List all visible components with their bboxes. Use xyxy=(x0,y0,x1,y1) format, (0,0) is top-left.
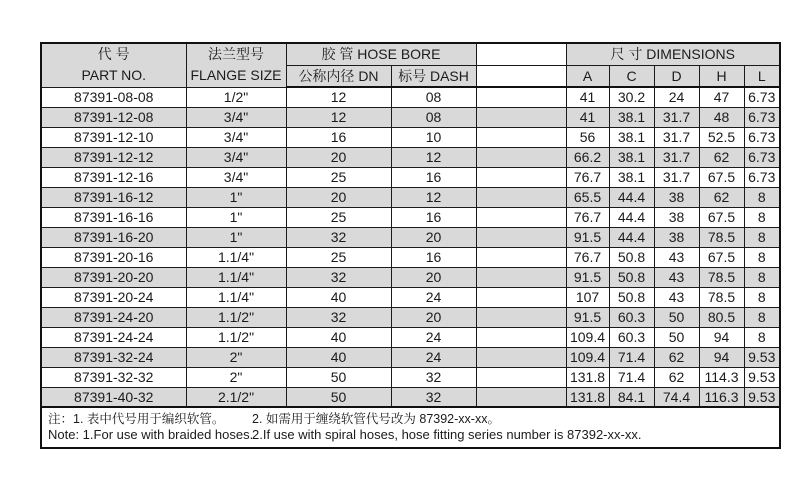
cell-dim-h: 67.5 xyxy=(699,247,744,267)
cell-dim-a: 91.5 xyxy=(566,307,609,327)
part-no-label-cn: 代 号 xyxy=(97,46,130,63)
cell-dim-a: 76.7 xyxy=(566,207,609,227)
table-footer xyxy=(41,407,780,448)
cell-dn: 16 xyxy=(286,127,391,147)
cell-flange-size: 1.1/2" xyxy=(186,327,286,347)
table-body xyxy=(41,87,780,407)
table-row xyxy=(41,367,780,387)
cell-dim-d: 38 xyxy=(654,227,699,247)
note-cn-2: 2. 如需用于缠绕软管代号改为 87392-xx-xx。 xyxy=(252,412,500,426)
cell-blank xyxy=(476,387,566,407)
cell-dn: 40 xyxy=(286,347,391,367)
cell-dim-l: 8 xyxy=(744,187,780,207)
cell-dim-h: 62 xyxy=(699,187,744,207)
table-row xyxy=(41,227,780,247)
cell-dim-d: 62 xyxy=(654,347,699,367)
cell-blank xyxy=(476,247,566,267)
cell-dash: 08 xyxy=(391,87,476,107)
cell-blank xyxy=(476,227,566,247)
cell-part-no: 87391-08-08 xyxy=(41,87,186,107)
cell-dim-l: 8 xyxy=(744,307,780,327)
cell-flange-size: 3/4" xyxy=(186,147,286,167)
cell-flange-size: 2" xyxy=(186,347,286,367)
cell-dim-h: 48 xyxy=(699,107,744,127)
cell-dim-a: 109.4 xyxy=(566,347,609,367)
cell-dim-d: 43 xyxy=(654,267,699,287)
cell-dn: 40 xyxy=(286,287,391,307)
cell-dash: 20 xyxy=(391,307,476,327)
cell-blank xyxy=(476,207,566,227)
cell-dn: 50 xyxy=(286,367,391,387)
cell-dn: 20 xyxy=(286,147,391,167)
cell-flange-size: 3/4" xyxy=(186,107,286,127)
cell-part-no: 87391-20-16 xyxy=(41,247,186,267)
cell-blank xyxy=(476,167,566,187)
cell-dim-a: 107 xyxy=(566,287,609,307)
cell-dim-h: 94 xyxy=(699,327,744,347)
cell-dash: 32 xyxy=(391,387,476,407)
flange-size-label-en: FLANGE SIZE xyxy=(190,67,282,84)
cell-part-no: 87391-20-20 xyxy=(41,267,186,287)
cell-dn: 12 xyxy=(286,87,391,107)
cell-dim-l: 9.53 xyxy=(744,387,780,407)
cell-flange-size: 3/4" xyxy=(186,127,286,147)
cell-dim-c: 71.4 xyxy=(609,347,654,367)
cell-dim-l: 6.73 xyxy=(744,107,780,127)
cell-dim-d: 38 xyxy=(654,207,699,227)
cell-dim-a: 131.8 xyxy=(566,367,609,387)
cell-dim-a: 91.5 xyxy=(566,267,609,287)
note-cn-1: 注：1. 表中代号用于编织软管。 xyxy=(48,412,225,426)
col-header-c: C xyxy=(609,65,654,87)
cell-flange-size: 1.1/4" xyxy=(186,247,286,267)
cell-flange-size: 1.1/4" xyxy=(186,267,286,287)
cell-dim-l: 8 xyxy=(744,207,780,227)
note-line-english xyxy=(48,427,773,443)
cell-part-no: 87391-16-20 xyxy=(41,227,186,247)
cell-dim-a: 76.7 xyxy=(566,247,609,267)
cell-blank xyxy=(476,87,566,107)
cell-dim-a: 91.5 xyxy=(566,227,609,247)
cell-part-no: 87391-12-12 xyxy=(41,147,186,167)
cell-dim-l: 8 xyxy=(744,247,780,267)
cell-part-no: 87391-24-20 xyxy=(41,307,186,327)
cell-blank xyxy=(476,127,566,147)
cell-dim-d: 31.7 xyxy=(654,167,699,187)
cell-blank xyxy=(476,347,566,367)
cell-dim-c: 44.4 xyxy=(609,207,654,227)
hose-fitting-spec-table xyxy=(40,42,781,449)
cell-dn: 25 xyxy=(286,207,391,227)
cell-dim-a: 41 xyxy=(566,107,609,127)
cell-dash: 24 xyxy=(391,327,476,347)
cell-dim-d: 50 xyxy=(654,327,699,347)
cell-dim-c: 50.8 xyxy=(609,247,654,267)
cell-dim-a: 66.2 xyxy=(566,147,609,167)
cell-dn: 32 xyxy=(286,307,391,327)
cell-dash: 16 xyxy=(391,207,476,227)
cell-dash: 20 xyxy=(391,227,476,247)
cell-dim-d: 50 xyxy=(654,307,699,327)
cell-dim-c: 44.4 xyxy=(609,187,654,207)
col-header-l: L xyxy=(744,65,780,87)
cell-flange-size: 1" xyxy=(186,187,286,207)
cell-dash: 10 xyxy=(391,127,476,147)
cell-flange-size: 3/4" xyxy=(186,167,286,187)
cell-dim-h: 116.3 xyxy=(699,387,744,407)
cell-blank xyxy=(476,147,566,167)
table-row xyxy=(41,287,780,307)
cell-dim-l: 6.73 xyxy=(744,147,780,167)
cell-dim-c: 60.3 xyxy=(609,327,654,347)
cell-dim-l: 8 xyxy=(744,287,780,307)
cell-dash: 16 xyxy=(391,247,476,267)
table-row xyxy=(41,267,780,287)
cell-dim-c: 44.4 xyxy=(609,227,654,247)
cell-part-no: 87391-16-12 xyxy=(41,187,186,207)
cell-dash: 12 xyxy=(391,147,476,167)
table-row xyxy=(41,187,780,207)
cell-dash: 24 xyxy=(391,287,476,307)
cell-dim-d: 43 xyxy=(654,287,699,307)
cell-dim-c: 38.1 xyxy=(609,147,654,167)
cell-dash: 20 xyxy=(391,267,476,287)
cell-dash: 12 xyxy=(391,187,476,207)
cell-part-no: 87391-32-24 xyxy=(41,347,186,367)
header-row-1 xyxy=(41,43,780,65)
cell-dim-h: 62 xyxy=(699,147,744,167)
cell-dim-d: 31.7 xyxy=(654,147,699,167)
cell-part-no: 87391-40-32 xyxy=(41,387,186,407)
cell-dim-c: 50.8 xyxy=(609,267,654,287)
cell-dim-c: 84.1 xyxy=(609,387,654,407)
table-row xyxy=(41,327,780,347)
col-header-a: A xyxy=(566,65,609,87)
cell-dash: 24 xyxy=(391,347,476,367)
table-row xyxy=(41,387,780,407)
cell-blank xyxy=(476,187,566,207)
note-en-1: Note: 1.For use with braided hoses. xyxy=(48,427,254,442)
cell-dim-h: 52.5 xyxy=(699,127,744,147)
cell-blank xyxy=(476,107,566,127)
cell-dim-h: 67.5 xyxy=(699,167,744,187)
cell-dn: 12 xyxy=(286,107,391,127)
cell-dn: 20 xyxy=(286,187,391,207)
cell-blank xyxy=(476,367,566,387)
cell-dim-h: 67.5 xyxy=(699,207,744,227)
cell-flange-size: 2" xyxy=(186,367,286,387)
cell-dim-a: 65.5 xyxy=(566,187,609,207)
cell-dim-d: 43 xyxy=(654,247,699,267)
cell-dim-l: 8 xyxy=(744,327,780,347)
cell-dim-d: 31.7 xyxy=(654,107,699,127)
cell-dim-h: 78.5 xyxy=(699,287,744,307)
cell-dim-l: 6.73 xyxy=(744,167,780,187)
col-header-part-no xyxy=(41,43,186,87)
cell-dim-d: 74.4 xyxy=(654,387,699,407)
cell-part-no: 87391-32-32 xyxy=(41,367,186,387)
col-header-h: H xyxy=(699,65,744,87)
cell-part-no: 87391-16-16 xyxy=(41,207,186,227)
table-row xyxy=(41,347,780,367)
cell-dim-a: 56 xyxy=(566,127,609,147)
cell-part-no: 87391-12-16 xyxy=(41,167,186,187)
cell-dim-a: 131.8 xyxy=(566,387,609,407)
cell-dash: 16 xyxy=(391,167,476,187)
cell-flange-size: 2.1/2" xyxy=(186,387,286,407)
cell-dim-h: 94 xyxy=(699,347,744,367)
blank-header-cell xyxy=(476,65,566,87)
table-row xyxy=(41,107,780,127)
blank-header-cell xyxy=(476,43,566,65)
group-header-dimensions: 尺 寸 DIMENSIONS xyxy=(566,43,780,65)
cell-dim-c: 38.1 xyxy=(609,107,654,127)
cell-dim-c: 60.3 xyxy=(609,307,654,327)
cell-part-no: 87391-24-24 xyxy=(41,327,186,347)
cell-dim-h: 47 xyxy=(699,87,744,107)
cell-dim-a: 76.7 xyxy=(566,167,609,187)
cell-dim-l: 8 xyxy=(744,227,780,247)
cell-dim-c: 71.4 xyxy=(609,367,654,387)
cell-dim-h: 78.5 xyxy=(699,267,744,287)
cell-dim-l: 9.53 xyxy=(744,347,780,367)
cell-dim-d: 62 xyxy=(654,367,699,387)
cell-dn: 25 xyxy=(286,247,391,267)
col-header-dn: 公称内径 DN xyxy=(286,65,391,87)
part-no-label-en: PART NO. xyxy=(81,67,147,84)
cell-flange-size: 1/2" xyxy=(186,87,286,107)
cell-dim-d: 31.7 xyxy=(654,127,699,147)
cell-dash: 08 xyxy=(391,107,476,127)
cell-dim-d: 38 xyxy=(654,187,699,207)
cell-dn: 50 xyxy=(286,387,391,407)
flange-size-label-cn: 法兰型号 xyxy=(208,46,264,63)
table-row xyxy=(41,207,780,227)
col-header-flange-size xyxy=(186,43,286,87)
table-row xyxy=(41,147,780,167)
table-header xyxy=(41,43,780,87)
table-row xyxy=(41,307,780,327)
cell-dn: 32 xyxy=(286,267,391,287)
table-row xyxy=(41,167,780,187)
table-row xyxy=(41,87,780,107)
cell-dim-c: 38.1 xyxy=(609,127,654,147)
cell-dn: 32 xyxy=(286,227,391,247)
cell-dim-h: 80.5 xyxy=(699,307,744,327)
cell-dn: 40 xyxy=(286,327,391,347)
note-line-chinese xyxy=(48,411,773,427)
cell-dim-a: 109.4 xyxy=(566,327,609,347)
cell-flange-size: 1" xyxy=(186,227,286,247)
cell-dim-d: 24 xyxy=(654,87,699,107)
cell-dim-l: 6.73 xyxy=(744,127,780,147)
table-row xyxy=(41,247,780,267)
cell-dim-l: 9.53 xyxy=(744,367,780,387)
cell-dn: 25 xyxy=(286,167,391,187)
cell-blank xyxy=(476,267,566,287)
cell-dim-h: 114.3 xyxy=(699,367,744,387)
cell-blank xyxy=(476,327,566,347)
cell-dim-c: 30.2 xyxy=(609,87,654,107)
cell-flange-size: 1" xyxy=(186,207,286,227)
cell-part-no: 87391-12-08 xyxy=(41,107,186,127)
col-header-d: D xyxy=(654,65,699,87)
cell-blank xyxy=(476,307,566,327)
cell-dim-c: 50.8 xyxy=(609,287,654,307)
group-header-hose-bore: 胶 管 HOSE BORE xyxy=(286,43,476,65)
note-en-2: 2.If use with spiral hoses, hose fitting series number is 87392-xx-xx. xyxy=(252,427,642,442)
notes-row xyxy=(41,407,780,448)
cell-dim-l: 6.73 xyxy=(744,87,780,107)
notes-section xyxy=(41,407,780,448)
cell-dim-a: 41 xyxy=(566,87,609,107)
cell-part-no: 87391-12-10 xyxy=(41,127,186,147)
cell-flange-size: 1.1/2" xyxy=(186,307,286,327)
col-header-dash: 标号 DASH xyxy=(391,65,476,87)
cell-blank xyxy=(476,287,566,307)
cell-dim-c: 38.1 xyxy=(609,167,654,187)
cell-dim-l: 8 xyxy=(744,267,780,287)
cell-part-no: 87391-20-24 xyxy=(41,287,186,307)
cell-dim-h: 78.5 xyxy=(699,227,744,247)
cell-dash: 32 xyxy=(391,367,476,387)
cell-flange-size: 1.1/4" xyxy=(186,287,286,307)
table-row xyxy=(41,127,780,147)
